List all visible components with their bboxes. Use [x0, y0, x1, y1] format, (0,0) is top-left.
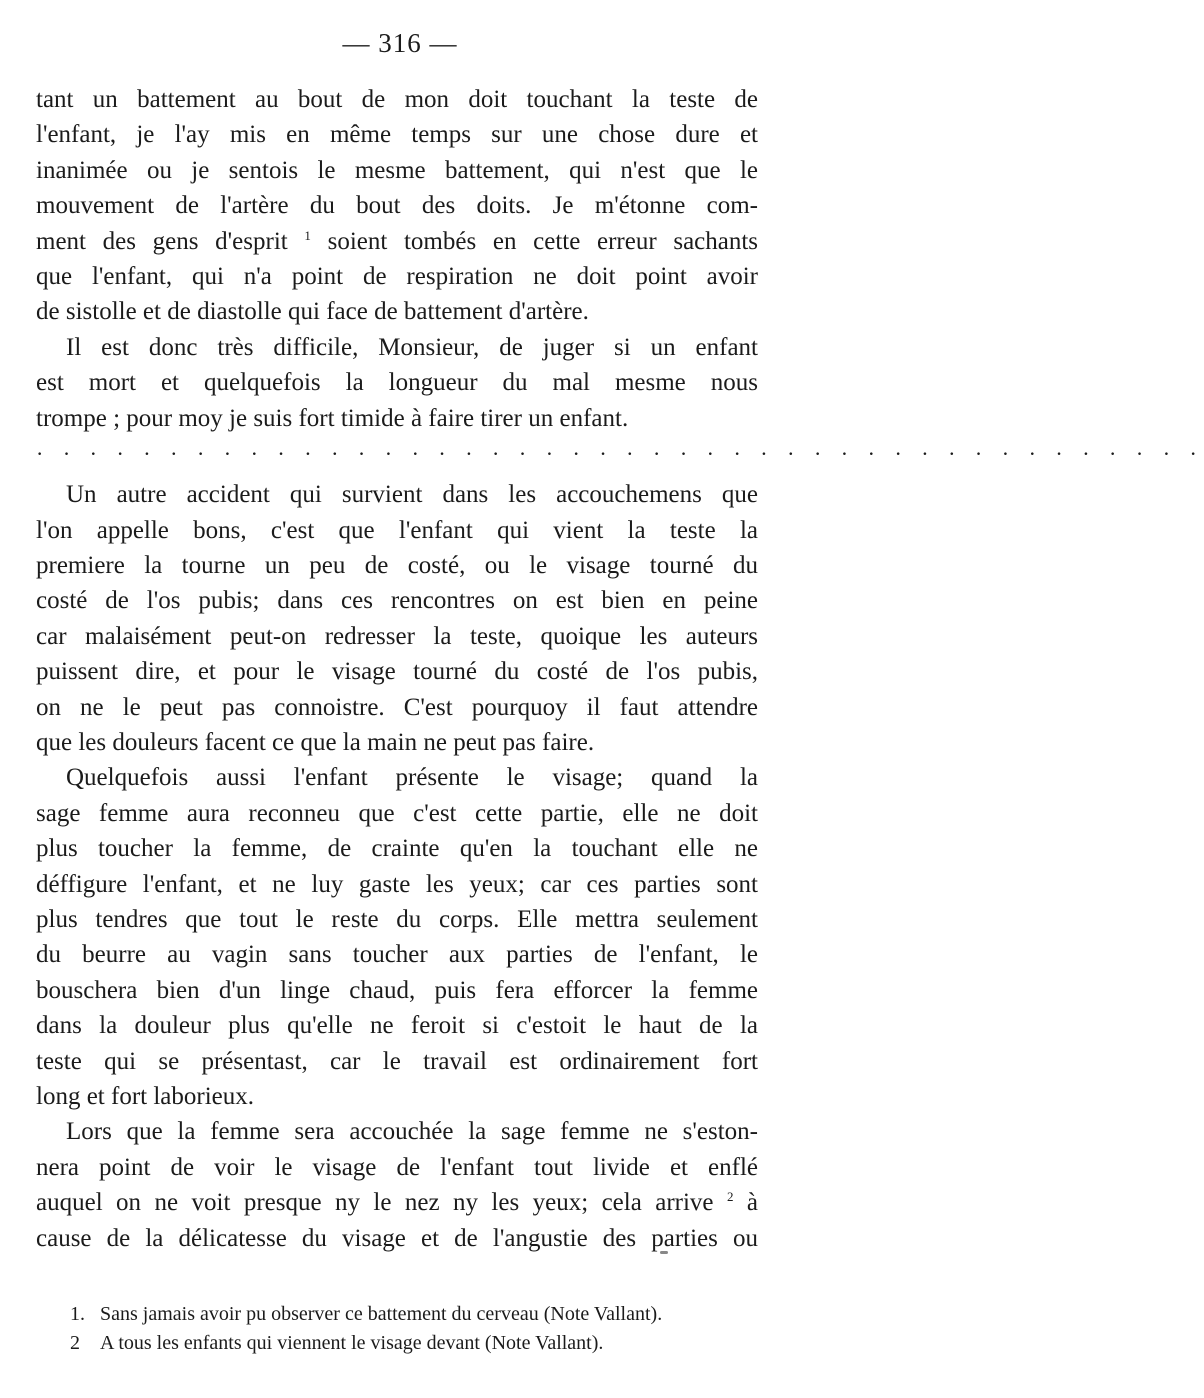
footnotes [70, 1300, 770, 1358]
text-line: nera point de voir le visage de l'enfant tout livide et enflé [36, 1153, 758, 1181]
footnote-number: 1. [70, 1303, 85, 1325]
footnote-1 [70, 1300, 770, 1329]
text-line: Il est donc très difficile, Monsieur, de juger si un enfant [66, 333, 758, 361]
text-line: long et fort laborieux. [36, 1082, 254, 1110]
text-line: de sistolle et de diastolle qui face de battement d'artère. [36, 298, 589, 326]
paragraph-5 [36, 1114, 758, 1256]
text-line: du beurre au vagin sans toucher aux parties de l'enfant, le [36, 941, 758, 969]
text-line [36, 1185, 758, 1220]
page-number: — 316 — [342, 28, 458, 58]
text-line: premiere la tourne un peu de costé, ou le visage tourné du [36, 552, 758, 580]
paragraph-2 [36, 330, 758, 436]
text-line: Un autre accident qui survient dans les accouchemens que [66, 481, 758, 509]
text-fragment: soient tombés en cette erreur sachants [327, 227, 759, 255]
text-line: est mort et quelquefois la longueur du mal mesme nous [36, 369, 758, 397]
text-fragment: auquel on ne voit presque ny le nez ny les yeux; cela arrive [36, 1189, 714, 1217]
footnote-2 [70, 1329, 770, 1358]
text-line: Lors que la femme sera accouchée la sage femme ne s'eston- [66, 1118, 758, 1146]
paragraph-1 [36, 82, 758, 330]
text-line: car malaisément peut-on redresser la teste, quoique les auteurs [36, 622, 758, 650]
footnote-mark [660, 1251, 668, 1254]
text-line: l'on appelle bons, c'est que l'enfant qui vient la teste la [36, 516, 758, 544]
text-line: teste qui se présentast, car le travail est ordinairement fort [36, 1047, 758, 1075]
footnote-reference-2: 2 [726, 1189, 734, 1205]
paragraph-3 [36, 477, 758, 760]
text-line: que les douleurs facent ce que la main ne peut pas faire. [36, 729, 595, 757]
footnote-number: 2 [70, 1332, 80, 1354]
text-line: Quelquefois aussi l'enfant présente le visage; quand la [66, 764, 758, 792]
ellipsis-separator: · · · · · · · · · · · · · · · · · · · · · · · · · · · · · · · · · · · · · · · · · · · · [36, 440, 1204, 466]
text-line: que l'enfant, qui n'a point de respiration ne doit point avoir [36, 262, 758, 290]
text-line: l'enfant, je l'ay mis en même temps sur une chose dure et [36, 121, 758, 149]
text-line: on ne le peut pas connoistre. C'est pourquoy il faut attendre [36, 693, 758, 721]
text-line: plus tendres que tout le reste du corps. Elle mettra seulement [36, 905, 758, 933]
footnote-reference-1: 1 [304, 227, 311, 243]
text-line: puissent dire, et pour le visage tourné du costé de l'os pubis, [36, 658, 758, 686]
text-line: sage femme aura reconneu que c'est cette partie, elle ne doit [36, 799, 758, 827]
paragraph-4 [36, 760, 758, 1114]
text-line: trompe ; pour moy je suis fort timide à faire tirer un enfant. [36, 404, 629, 432]
text-line: mouvement de l'artère du bout des doits. Je m'étonne com- [36, 192, 758, 220]
text-line: plus toucher la femme, de crainte qu'en la touchant elle ne [36, 835, 758, 863]
text-line: costé de l'os pubis; dans ces rencontres on est bien en peine [36, 587, 758, 615]
text-line: inanimée ou je sentois le mesme battement, qui n'est que le [36, 156, 758, 184]
text-line: bouschera bien d'un linge chaud, puis fera efforcer la femme [36, 976, 758, 1004]
text-line [36, 224, 758, 259]
text-fragment: à [746, 1189, 759, 1217]
text-line: dans la douleur plus qu'elle ne feroit si c'estoit le haut de la [36, 1012, 758, 1040]
footnote-text: Sans jamais avoir pu observer ce battement du cerveau (Note Vallant). [100, 1303, 663, 1325]
text-line: déffigure l'enfant, et ne luy gaste les yeux; car ces parties sont [36, 870, 758, 898]
text-line: cause de la délicatesse du visage et de l'angustie des parties ou [36, 1224, 758, 1252]
text-fragment: ment des gens d'esprit [36, 227, 288, 255]
footnote-text: A tous les enfants qui viennent le visage devant (Note Vallant). [100, 1332, 604, 1354]
body-text [36, 82, 1204, 1256]
text-line: tant un battement au bout de mon doit touchant la teste de [36, 86, 758, 113]
